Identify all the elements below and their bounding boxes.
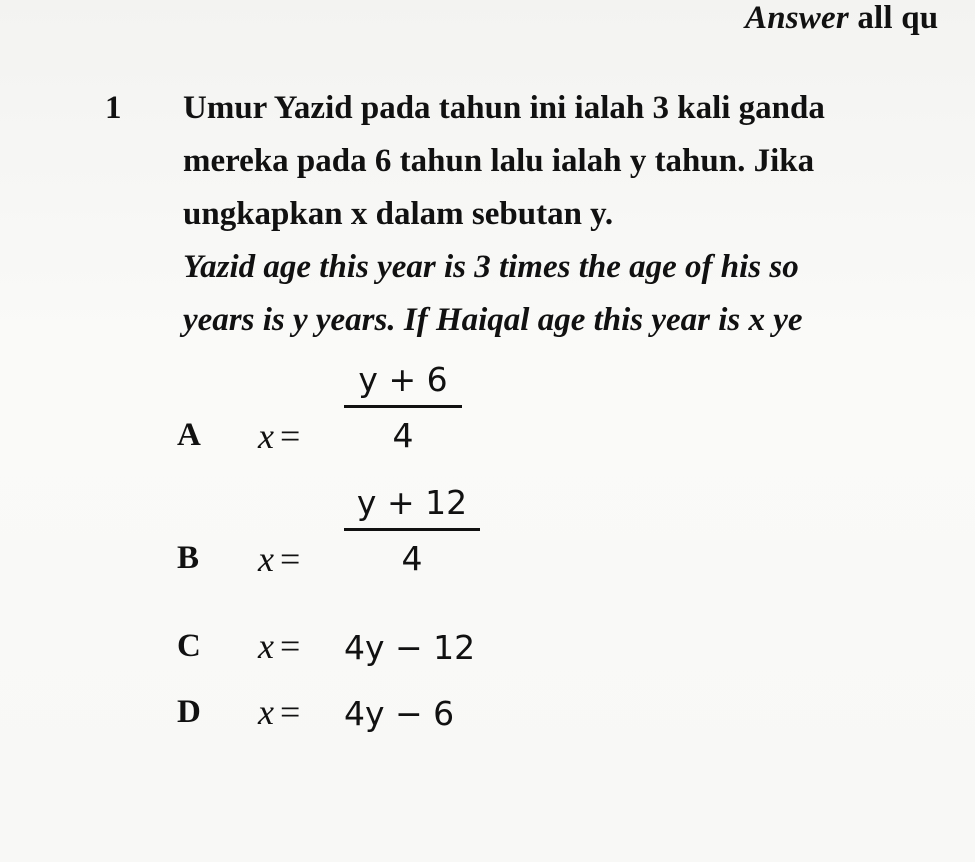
question-malay-line-3: ungkapkan x dalam sebutan y. xyxy=(183,196,614,232)
option-a-fraction xyxy=(344,360,462,455)
option-b-equals: = xyxy=(279,539,301,579)
option-b-variable: x xyxy=(258,539,274,579)
option-d-lhs xyxy=(258,691,308,733)
option-c-equals: = xyxy=(279,626,301,666)
option-c-lhs xyxy=(258,625,308,667)
instruction-prefix: Answer xyxy=(745,0,849,36)
option-d-letter[interactable]: D xyxy=(177,694,201,730)
option-a-variable: x xyxy=(258,416,274,456)
option-a-lhs xyxy=(258,415,308,457)
option-a-letter[interactable]: A xyxy=(177,417,201,453)
instruction-header xyxy=(745,0,938,37)
question-english-line-1: Yazid age this year is 3 times the age of his so xyxy=(183,249,799,285)
option-b-numerator: y + 12 xyxy=(356,483,468,522)
option-c-letter[interactable]: C xyxy=(177,628,201,664)
option-c-expression: 4y − 12 xyxy=(344,628,476,667)
question-malay-line-1: Umur Yazid pada tahun ini ialah 3 kali ganda xyxy=(183,90,825,126)
option-b-lhs xyxy=(258,538,308,580)
option-c-variable: x xyxy=(258,626,274,666)
option-b-denominator: 4 xyxy=(401,539,423,578)
question-english-line-2: years is y years. If Haiqal age this year is x ye xyxy=(183,302,803,338)
option-d-equals: = xyxy=(279,692,301,732)
option-b-letter[interactable]: B xyxy=(177,540,200,576)
option-d-variable: x xyxy=(258,692,274,732)
option-a-equals: = xyxy=(279,416,301,456)
option-a-denominator: 4 xyxy=(392,416,414,455)
question-malay-line-2: mereka pada 6 tahun lalu ialah y tahun. Jika xyxy=(183,143,815,179)
option-b-fraction xyxy=(344,483,480,578)
option-d-expression: 4y − 6 xyxy=(344,694,455,733)
instruction-suffix: all qu xyxy=(857,0,939,36)
question-number: 1 xyxy=(105,90,122,126)
option-a-numerator: y + 6 xyxy=(358,360,448,399)
